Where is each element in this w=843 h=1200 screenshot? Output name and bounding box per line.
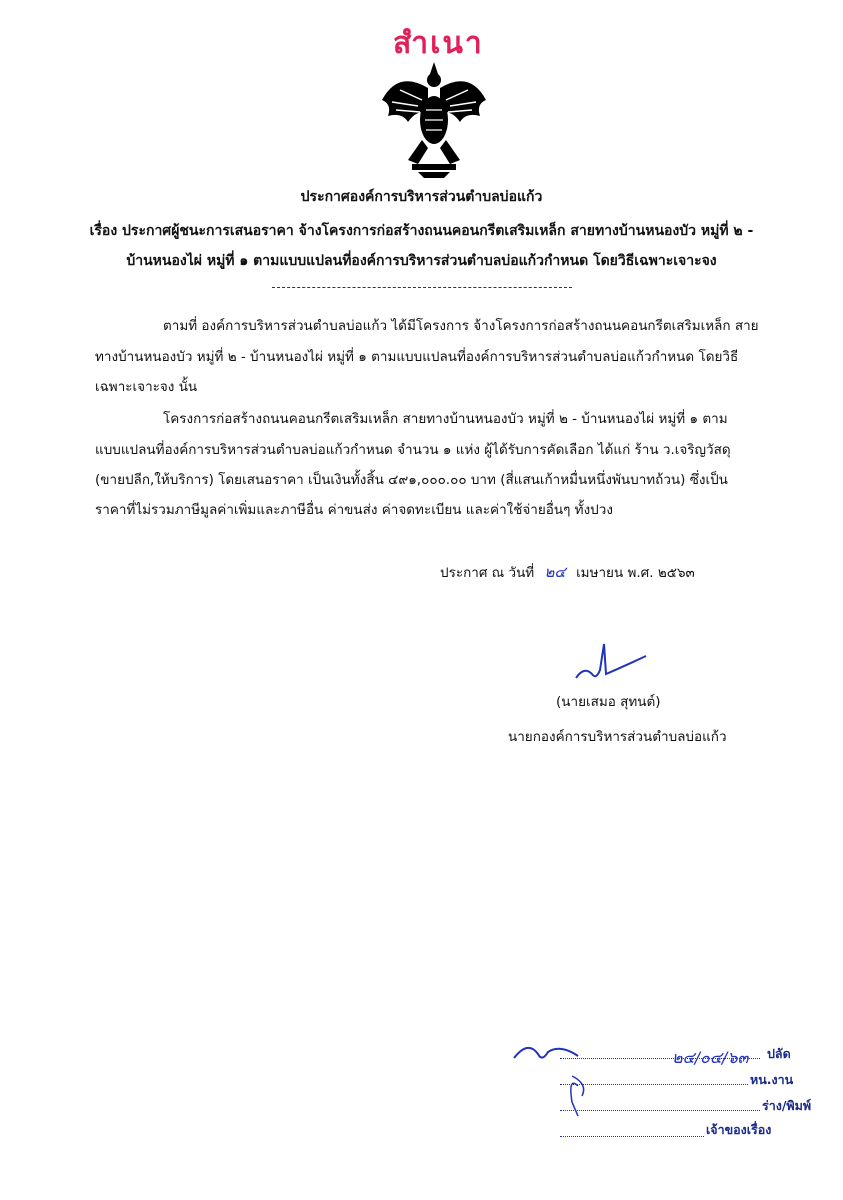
para2-line3: (ขายปลีก,ให้บริการ) โดยเสนอราคา เป็นเงินทั้งสิ้น ๔๙๑,๐๐๐.๐๐ บาท (สี่แสนเก้าหมื่นหนึ่งพันบาทถ้วน) ซึ่งเป็น — [95, 472, 728, 488]
initials-scribble — [508, 1036, 588, 1126]
announce-prefix: ประกาศ ณ วันที่ — [440, 565, 535, 581]
garuda-emblem-icon — [378, 60, 490, 180]
footer-label-head: หน.งาน — [750, 1072, 794, 1087]
para2-line1: โครงการก่อสร้างถนนคอนกรีตเสริมเหล็ก สายทางบ้านหนองบัว หมู่ที่ ๒ - บ้านหนองไผ่ หมู่ที่ ๑ ตาม — [163, 411, 728, 427]
para2-line4: ราคาที่ไม่รวมภาษีมูลค่าเพิ่มและภาษีอื่น ค่าขนส่ง ค่าจดทะเบียน และค่าใช้จ่ายอื่นๆ ทั้งปวง — [95, 502, 613, 518]
signature-mark — [570, 640, 650, 685]
subject-line-2: บ้านหนองไผ่ หมู่ที่ ๑ ตามแบบแปลนที่องค์การบริหารส่วนตำบลบ่อแก้วกำหนด โดยวิธีเฉพาะเจาะจง — [126, 253, 717, 269]
footer-date-handwritten: ๒๔/๐๔/๖๓ — [672, 1048, 749, 1067]
announce-day-handwritten: ๒๔ — [544, 563, 566, 581]
footer-label-palad: ปลัด — [767, 1046, 791, 1061]
para2-line2: แบบแปลนที่องค์การบริหารส่วนตำบลบ่อแก้วกำหนด จำนวน ๑ แห่ง ผู้ได้รับการคัดเลือก ได้แก่ ร้าน ว.เจริญวัสดุ — [95, 442, 731, 458]
subject-line-1: เรื่อง ประกาศผู้ชนะการเสนอราคา จ้างโครงการก่อสร้างถนนคอนกรีตเสริมเหล็ก สายทางบ้านหนองบัว หมู่ที่ ๒ - — [89, 223, 754, 239]
footer-line-2 — [560, 1084, 748, 1085]
announce-suffix: เมษายน พ.ศ. ๒๕๖๓ — [576, 565, 695, 581]
copy-stamp: สำเนา — [393, 26, 484, 61]
footer-line-1 — [560, 1058, 760, 1059]
footer-line-3 — [560, 1110, 760, 1111]
para1-line1: ตามที่ องค์การบริหารส่วนตำบลบ่อแก้ว ได้มีโครงการ จ้างโครงการก่อสร้างถนนคอนกรีตเสริมเหล็ก สาย — [163, 318, 759, 334]
para1-line2: ทางบ้านหนองบัว หมู่ที่ ๒ - บ้านหนองไผ่ หมู่ที่ ๑ ตามแบบแปลนที่องค์การบริหารส่วนตำบลบ่อแก้วกำหนด โดยวิธี — [95, 349, 739, 365]
signer-name: (นายเสมอ สุทนต์) — [556, 694, 661, 710]
footer-line-4 — [560, 1136, 704, 1137]
header-divider — [272, 287, 572, 288]
announce-date — [440, 560, 695, 584]
para1-line3: เฉพาะเจาะจง นั้น — [95, 379, 198, 395]
footer-label-draft: ร่าง/พิมพ์ — [762, 1098, 812, 1113]
signer-position: นายกองค์การบริหารส่วนตำบลบ่อแก้ว — [508, 729, 727, 745]
announcement-org-title: ประกาศองค์การบริหารส่วนตำบลบ่อแก้ว — [300, 189, 543, 205]
footer-label-owner: เจ้าของเรื่อง — [706, 1122, 772, 1137]
